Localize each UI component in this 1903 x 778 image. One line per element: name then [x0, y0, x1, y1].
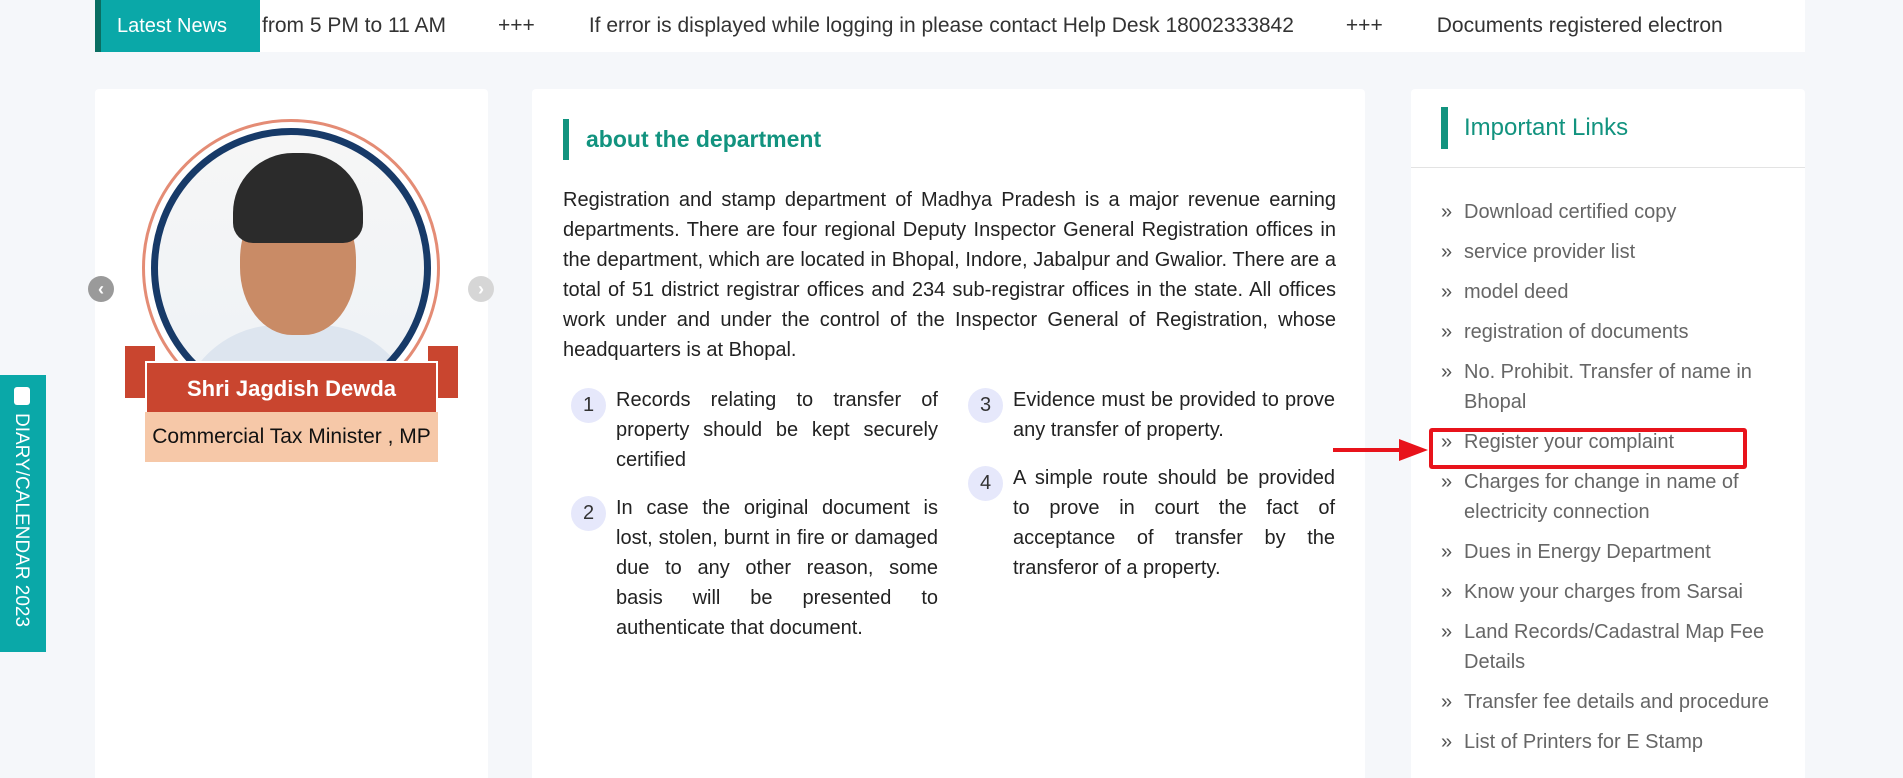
minister-card: [95, 89, 488, 778]
link-label[interactable]: Download certified copy: [1464, 201, 1677, 223]
about-department-card: [532, 89, 1365, 778]
double-chevron-icon: »: [1441, 241, 1453, 263]
step-number: 1: [571, 388, 606, 423]
carousel-next-button[interactable]: [468, 276, 494, 302]
double-chevron-icon: »: [1441, 201, 1453, 223]
minister-designation: Commercial Tax Minister , MP: [145, 412, 438, 462]
step-item: [571, 493, 938, 643]
minister-name-plate: [145, 361, 438, 462]
link-label[interactable]: Charges for change in name of electricity connection: [1464, 471, 1739, 523]
link-service-provider-list[interactable]: [1441, 237, 1781, 267]
steps-column-right: [968, 385, 1335, 661]
ticker-item[interactable]: Documents registered electron: [1436, 14, 1723, 37]
annotation-highlight-box: [1429, 428, 1747, 469]
double-chevron-icon: »: [1441, 431, 1453, 453]
link-no-prohibit-transfer[interactable]: [1441, 357, 1781, 417]
important-links-list: [1441, 197, 1781, 767]
step-number: 3: [968, 388, 1003, 423]
divider: [1411, 167, 1805, 168]
link-label[interactable]: service provider list: [1464, 241, 1636, 263]
double-chevron-icon: »: [1441, 321, 1453, 343]
step-text: Evidence must be provided to prove any transfer of property.: [1013, 389, 1335, 441]
double-chevron-icon: »: [1441, 691, 1453, 713]
minister-name: Shri Jagdish Dewda: [145, 361, 438, 412]
link-label[interactable]: Register your complaint: [1464, 431, 1675, 453]
step-text: Records relating to transfer of property should be kept securely certified: [616, 389, 938, 471]
annotation-arrow-icon: [1333, 437, 1428, 463]
latest-news-ticker: [95, 0, 1805, 52]
double-chevron-icon: »: [1441, 361, 1453, 383]
ticker-item[interactable]: If error is displayed while logging in please contact Help Desk 18002333842: [588, 14, 1294, 37]
important-links-title: Important Links: [1441, 107, 1628, 149]
step-text: A simple route should be provided to prove in court the fact of acceptance of transfer by the transferor of a property.: [1013, 467, 1335, 579]
link-model-deed[interactable]: [1441, 277, 1781, 307]
link-label[interactable]: Transfer fee details and procedure: [1464, 691, 1769, 713]
chevron-left-icon: ‹: [98, 279, 104, 299]
link-download-certified-copy[interactable]: [1441, 197, 1781, 227]
diary-calendar-label: DIARY/CALENDAR 2023: [11, 413, 32, 628]
steps-column-left: [571, 385, 938, 661]
about-title: about the department: [563, 119, 821, 160]
steps-list: [571, 385, 1336, 661]
double-chevron-icon: »: [1441, 731, 1453, 753]
link-label[interactable]: registration of documents: [1464, 321, 1689, 343]
photo-hair: [233, 153, 363, 243]
double-chevron-icon: »: [1441, 281, 1453, 303]
ticker-track: [260, 0, 1723, 52]
link-label[interactable]: Dues in Energy Department: [1464, 541, 1711, 563]
double-chevron-icon: »: [1441, 471, 1453, 493]
ticker-separator: +++: [1345, 14, 1383, 37]
link-transfer-fee-details[interactable]: [1441, 687, 1781, 717]
double-chevron-icon: »: [1441, 581, 1453, 603]
step-number: 4: [968, 466, 1003, 501]
link-land-records-fee[interactable]: [1441, 617, 1781, 677]
latest-news-label: Latest News: [95, 0, 260, 52]
step-item: [968, 463, 1335, 583]
step-number: 2: [571, 496, 606, 531]
link-estamp-printers[interactable]: [1441, 727, 1781, 757]
link-sarsai-charges[interactable]: [1441, 577, 1781, 607]
link-energy-dues[interactable]: [1441, 537, 1781, 567]
link-label[interactable]: Know your charges from Sarsai: [1464, 581, 1744, 603]
double-chevron-icon: »: [1441, 621, 1453, 643]
step-item: [571, 385, 938, 475]
diary-calendar-tab[interactable]: [0, 375, 46, 652]
book-icon: [14, 387, 30, 405]
link-label[interactable]: model deed: [1464, 281, 1569, 303]
step-text: In case the original document is lost, stolen, burnt in fire or damaged due to any other reason, some basis will be presented to authenticate that document.: [616, 497, 938, 639]
link-label[interactable]: No. Prohibit. Transfer of name in Bhopal: [1464, 361, 1752, 413]
ticker-item[interactable]: from 5 PM to 11 AM: [262, 14, 447, 37]
link-registration-of-documents[interactable]: [1441, 317, 1781, 347]
ticker-separator: +++: [498, 14, 535, 37]
about-paragraph: Registration and stamp department of Madhya Pradesh is a major revenue earning departments. There are four regional Deputy Inspector General Registration offices in the department, which are located in Bhopal, Indore, Jabalpur and Gwalior. There are a total of 51 district registrar offices and 234 sub-registrar offices in the state. All offices work under and under the control of the Inspector General of Registration, whose headquarters is at Bhopal.: [563, 189, 1336, 361]
step-item: [968, 385, 1335, 445]
chevron-right-icon: ›: [478, 279, 484, 299]
link-label[interactable]: List of Printers for E Stamp: [1464, 731, 1703, 753]
double-chevron-icon: »: [1441, 541, 1453, 563]
carousel-prev-button[interactable]: [88, 276, 114, 302]
link-label[interactable]: Land Records/Cadastral Map Fee Details: [1464, 621, 1765, 673]
link-electricity-name-change[interactable]: [1441, 467, 1781, 527]
